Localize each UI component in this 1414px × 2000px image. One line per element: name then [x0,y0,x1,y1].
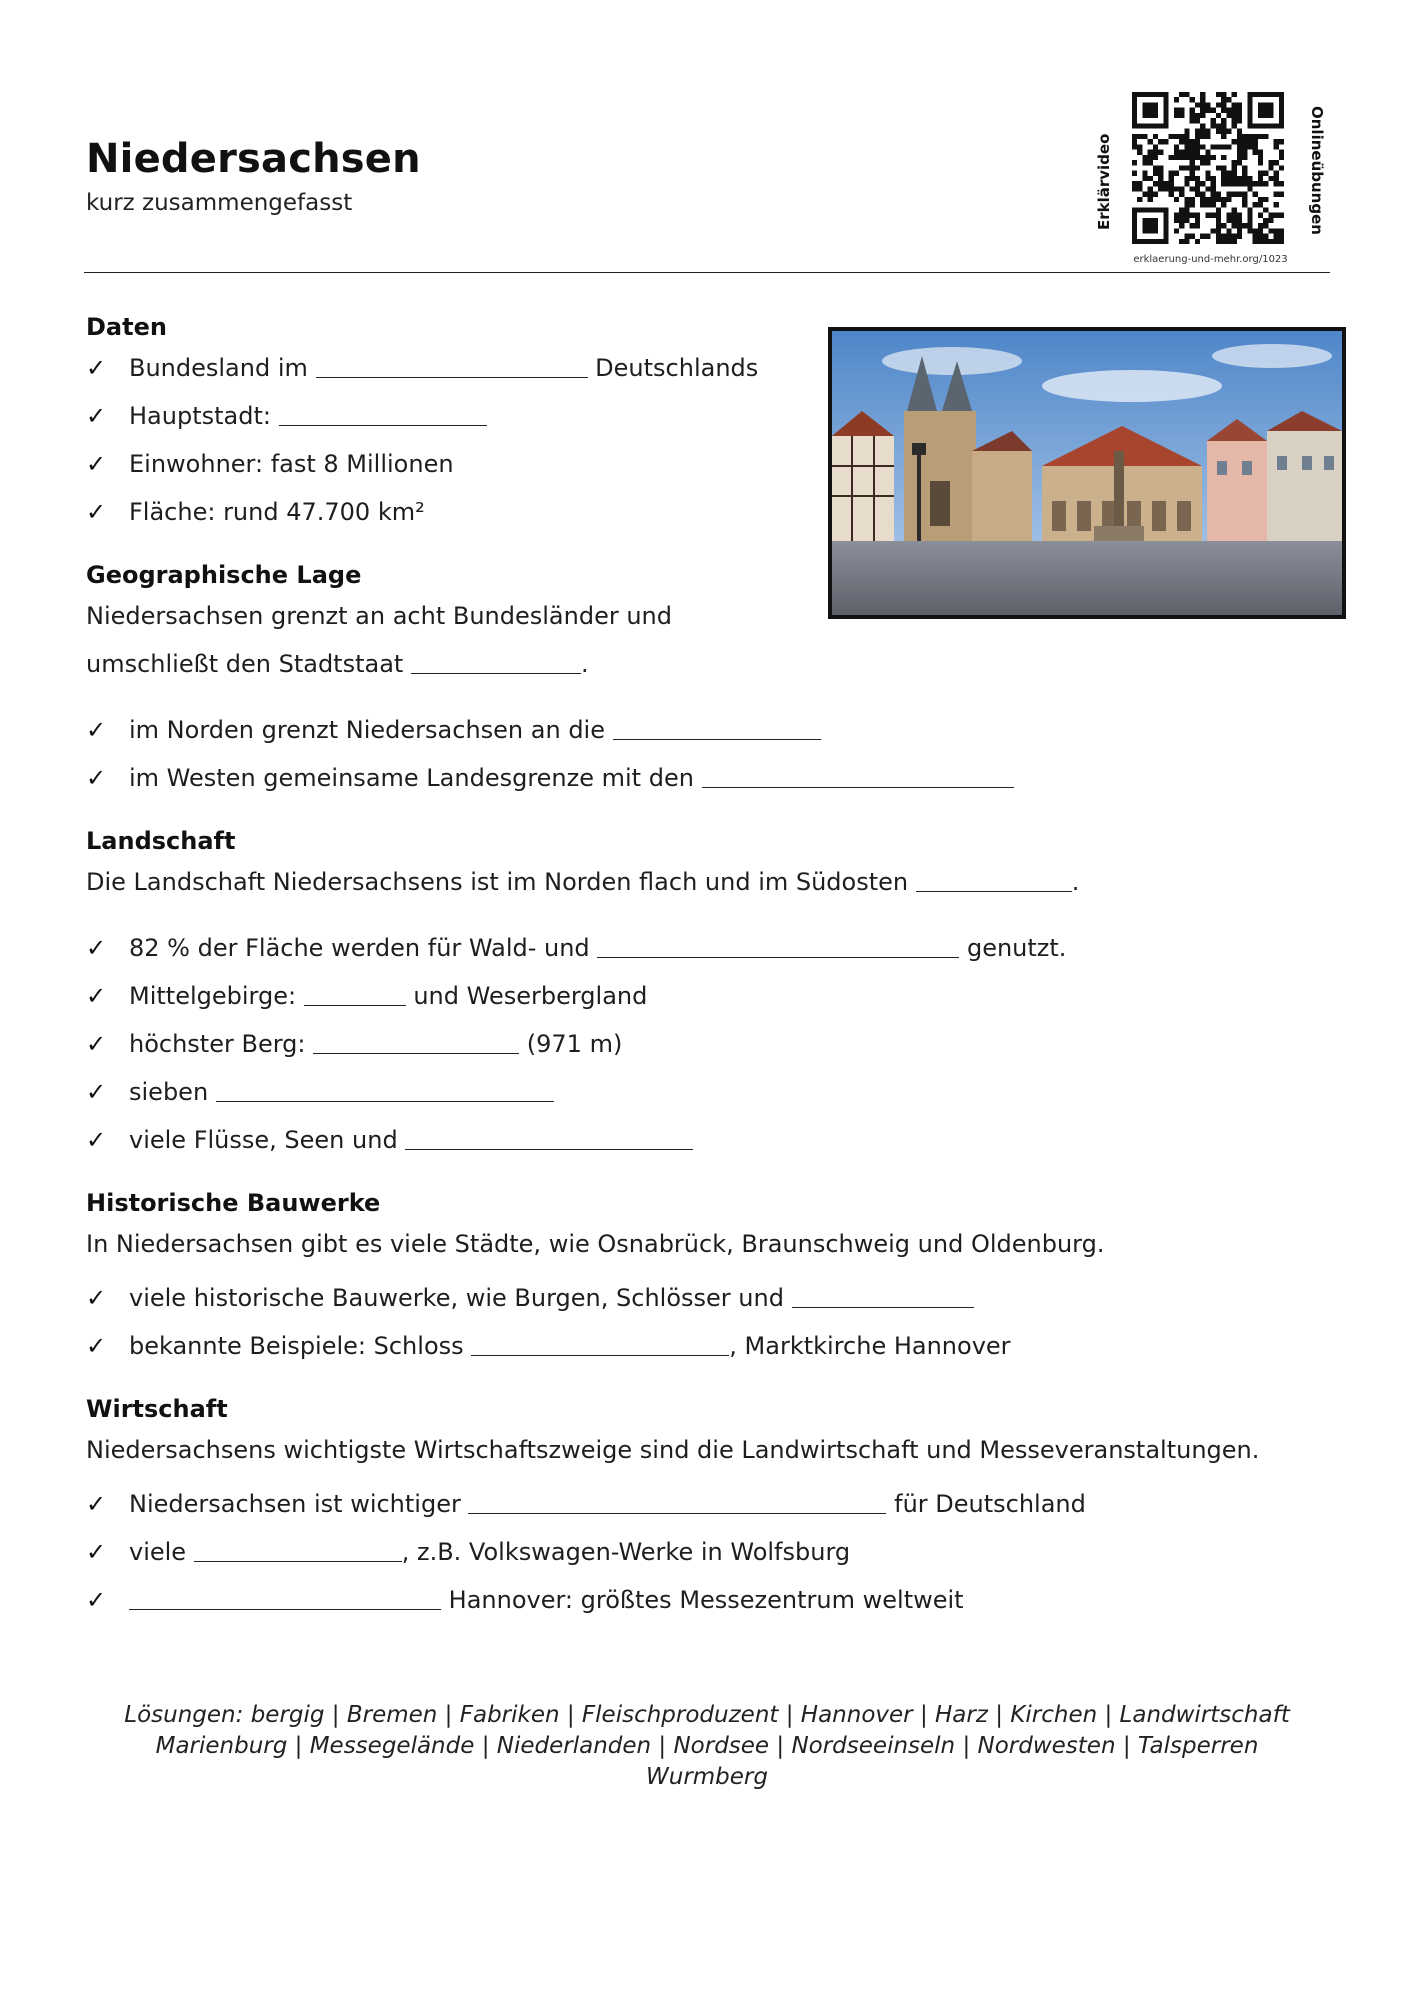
solutions-line-1: Lösungen: bergig | Bremen | Fabriken | Fleischproduzent | Hannover | Harz | Kirchen | Landwirtschaft [124,1702,1290,1728]
list-item: ✓ im Norden grenzt Niedersachsen an die [86,706,1336,754]
list-item: ✓ bekannte Beispiele: Schloss , Marktkirche Hannover [86,1322,1336,1370]
answer-blank[interactable] [471,1331,729,1356]
check-icon: ✓ [86,1126,107,1154]
lage-intro-line-2: umschließt den Stadtstaat . [86,650,589,678]
answer-blank[interactable] [316,353,588,378]
check-icon: ✓ [86,1586,107,1614]
check-icon: ✓ [86,498,107,526]
check-icon: ✓ [86,982,107,1010]
check-icon: ✓ [86,1030,107,1058]
section-heading-bauwerke: Historische Bauwerke [86,1189,381,1217]
check-icon: ✓ [86,402,107,430]
section-heading-lage: Geographische Lage [86,561,362,589]
landschaft-intro: Die Landschaft Niedersachsens ist im Norden flach und im Südosten . [86,868,1080,896]
answer-blank[interactable] [468,1489,886,1514]
check-icon: ✓ [86,764,107,792]
answer-blank[interactable] [792,1283,974,1308]
section-heading-wirtschaft: Wirtschaft [86,1395,228,1423]
answer-blank[interactable] [405,1125,693,1150]
list-item: ✓ im Westen gemeinsame Landesgrenze mit den [86,754,1336,802]
list-item: ✓ Mittelgebirge: und Weserbergland [86,972,1336,1020]
answer-blank[interactable] [279,401,487,426]
list-item: ✓ viele Flüsse, Seen und [86,1116,1336,1164]
list-item: ✓ viele , z.B. Volkswagen-Werke in Wolfsburg [86,1528,1336,1576]
check-icon: ✓ [86,450,107,478]
solutions-line-3: Wurmberg [646,1764,768,1790]
worksheet-content [86,310,1336,1624]
answer-blank[interactable] [129,1585,441,1610]
check-icon: ✓ [86,716,107,744]
list-item: ✓ viele historische Bauwerke, wie Burgen, Schlösser und [86,1274,1336,1322]
exercises-label: Onlineübungen [1308,106,1326,235]
header-divider [84,272,1330,273]
bauwerke-intro: In Niedersachsen gibt es viele Städte, wie Osnabrück, Braunschweig und Oldenburg. [86,1230,1105,1258]
check-icon: ✓ [86,934,107,962]
section-heading-daten: Daten [86,313,167,341]
answer-blank[interactable] [304,981,406,1006]
answer-blank[interactable] [613,715,821,740]
qr-url: erklaerung-und-mehr.org/1023 [1133,254,1288,265]
answer-blank[interactable] [916,867,1072,892]
answer-blank[interactable] [216,1077,554,1102]
list-item: ✓ Einwohner: fast 8 Millionen [86,440,1336,488]
video-label: Erklärvideo [1095,133,1113,230]
list-item: ✓ Bundesland im Deutschlands [86,344,1336,392]
list-item: ✓ höchster Berg: (971 m) [86,1020,1336,1068]
list-item: ✓ Fläche: rund 47.700 km² [86,488,1336,536]
check-icon: ✓ [86,1538,107,1566]
list-item: ✓ Hauptstadt: [86,392,1336,440]
answer-blank[interactable] [411,649,581,674]
lage-intro-line-1: Niedersachsen grenzt an acht Bundesländer und [86,602,672,630]
wirtschaft-intro: Niedersachsens wichtigste Wirtschaftszweige sind die Landwirtschaft und Messeveranstaltungen. [86,1436,1260,1464]
answer-blank[interactable] [194,1537,402,1562]
qr-code[interactable] [1132,92,1284,244]
check-icon: ✓ [86,1078,107,1106]
solutions-line-2: Marienburg | Messegelände | Niederlanden | Nordsee | Nordseeinseln | Nordwesten | Talsperren [155,1733,1259,1759]
solutions-box [86,1700,1328,1793]
page-subtitle: kurz zusammengefasst [86,190,353,216]
check-icon: ✓ [86,1490,107,1518]
check-icon: ✓ [86,354,107,382]
list-item: ✓ sieben [86,1068,1336,1116]
answer-blank[interactable] [597,933,959,958]
list-item: ✓ Niedersachsen ist wichtiger für Deutschland [86,1480,1336,1528]
answer-blank[interactable] [313,1029,519,1054]
list-item: ✓ 82 % der Fläche werden für Wald- und genutzt. [86,924,1336,972]
page-title: Niedersachsen [86,136,421,182]
answer-blank[interactable] [702,763,1014,788]
section-heading-landschaft: Landschaft [86,827,236,855]
check-icon: ✓ [86,1284,107,1312]
check-icon: ✓ [86,1332,107,1360]
list-item: ✓ Hannover: größtes Messezentrum weltweit [86,1576,1336,1624]
